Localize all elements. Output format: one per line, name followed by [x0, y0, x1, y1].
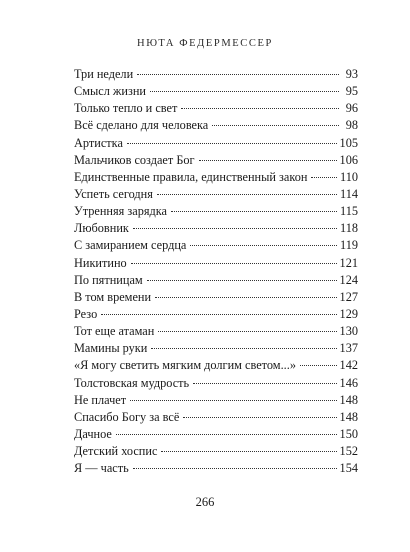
dot-leader — [161, 451, 336, 452]
toc-entry-title: Единственные правила, единственный закон — [74, 169, 308, 184]
toc-entry-title: Тот еще атаман — [74, 324, 155, 339]
toc-entry — [74, 66, 358, 83]
toc-entry-title: Не плачет — [74, 392, 127, 407]
dot-leader — [311, 177, 337, 178]
toc-entry-title: С замиранием сердца — [74, 238, 187, 253]
toc-entry-page: 115 — [340, 204, 358, 219]
toc-entry-title: Утренняя зарядка — [74, 204, 168, 219]
dot-leader — [183, 417, 336, 418]
toc-entry-title: Артистка — [74, 135, 123, 150]
dot-leader — [181, 108, 339, 109]
running-head: НЮТА ФЕДЕРМЕССЕР — [137, 38, 273, 49]
toc-entry-page: 152 — [339, 444, 358, 459]
toc-entry — [74, 443, 358, 460]
toc-entry — [74, 375, 358, 392]
toc-entry-title: Никитино — [74, 255, 127, 270]
toc-entry — [74, 289, 358, 306]
toc-entry-page: 127 — [339, 289, 358, 304]
dot-leader — [130, 400, 336, 401]
toc-entry — [74, 306, 358, 323]
page-number: 266 — [195, 495, 215, 509]
dot-leader — [150, 91, 339, 92]
toc-entry-page: 148 — [339, 409, 358, 424]
toc-entry — [74, 83, 358, 100]
toc-entry-page: 154 — [339, 461, 358, 476]
dot-leader — [157, 194, 337, 195]
toc-entry-page: 137 — [339, 341, 358, 356]
toc-entry-page: 95 — [345, 84, 358, 99]
table-of-contents — [74, 66, 358, 477]
toc-entry — [74, 100, 358, 117]
toc-entry — [74, 152, 358, 169]
dot-leader — [116, 434, 337, 435]
dot-leader — [151, 348, 336, 349]
toc-entry — [74, 409, 358, 426]
toc-entry-page: 105 — [339, 135, 358, 150]
toc-entry-title: Дачное — [74, 426, 112, 441]
dot-leader — [101, 314, 336, 315]
toc-entry-title: Только тепло и свет — [74, 101, 178, 116]
toc-entry-page: 96 — [345, 101, 358, 116]
toc-entry-title: «Я могу светить мягким долгим светом...» — [74, 358, 296, 373]
dot-leader — [212, 125, 339, 126]
toc-entry — [74, 272, 358, 289]
toc-entry — [74, 203, 358, 220]
toc-entry — [74, 255, 358, 272]
dot-leader — [300, 365, 337, 366]
toc-entry-page: 98 — [345, 118, 358, 133]
dot-leader — [193, 383, 336, 384]
toc-entry-page: 93 — [345, 67, 358, 81]
toc-entry — [74, 220, 358, 237]
dot-leader — [133, 468, 337, 469]
toc-entry-title: Мамины руки — [74, 341, 148, 356]
toc-entry — [74, 117, 358, 134]
dot-leader — [171, 211, 337, 212]
toc-entry — [74, 460, 358, 477]
toc-entry-page: 148 — [339, 392, 358, 407]
dot-leader — [190, 245, 337, 246]
toc-entry-page: 106 — [339, 152, 358, 167]
toc-entry-page: 142 — [339, 358, 358, 373]
dot-leader — [133, 228, 337, 229]
toc-entry-page: 110 — [340, 169, 358, 184]
toc-entry-title: Я — часть — [74, 461, 129, 476]
toc-entry — [74, 357, 358, 374]
toc-entry-page: 124 — [339, 272, 358, 287]
dot-leader — [199, 160, 337, 161]
toc-entry-title: Спасибо Богу за всё — [74, 409, 180, 424]
dot-leader — [147, 280, 337, 281]
toc-entry-page: 121 — [339, 255, 358, 270]
toc-entry-title: Детский хоспис — [74, 444, 158, 459]
dot-leader — [127, 143, 337, 144]
dot-leader — [137, 74, 339, 75]
dot-leader — [131, 263, 337, 264]
toc-entry — [74, 135, 358, 152]
toc-entry — [74, 426, 358, 443]
toc-entry-title: В том времени — [74, 289, 152, 304]
toc-entry-title: Успеть сегодня — [74, 186, 153, 201]
toc-entry-title: Смысл жизни — [74, 84, 147, 99]
toc-entry — [74, 237, 358, 254]
toc-entry — [74, 340, 358, 357]
toc-entry-title: Любовник — [74, 221, 129, 236]
toc-entry-title: Резо — [74, 306, 98, 321]
toc-entry-title: Мальчиков создает Бог — [74, 152, 195, 167]
toc-entry-page: 119 — [340, 238, 358, 253]
toc-entry-title: Всё сделано для человека — [74, 118, 209, 133]
toc-entry-title: Толстовская мудрость — [74, 375, 190, 390]
toc-entry — [74, 169, 358, 186]
toc-entry — [74, 392, 358, 409]
dot-leader — [158, 331, 336, 332]
toc-entry-page: 129 — [339, 306, 358, 321]
toc-entry-title: Три недели — [74, 67, 134, 81]
toc-entry-title: По пятницам — [74, 272, 143, 287]
toc-entry-page: 150 — [339, 426, 358, 441]
toc-entry-page: 146 — [339, 375, 358, 390]
toc-entry-page: 114 — [340, 186, 358, 201]
dot-leader — [155, 297, 336, 298]
toc-entry-page: 130 — [339, 324, 358, 339]
toc-entry — [74, 323, 358, 340]
toc-entry — [74, 186, 358, 203]
toc-entry-page: 118 — [340, 221, 358, 236]
